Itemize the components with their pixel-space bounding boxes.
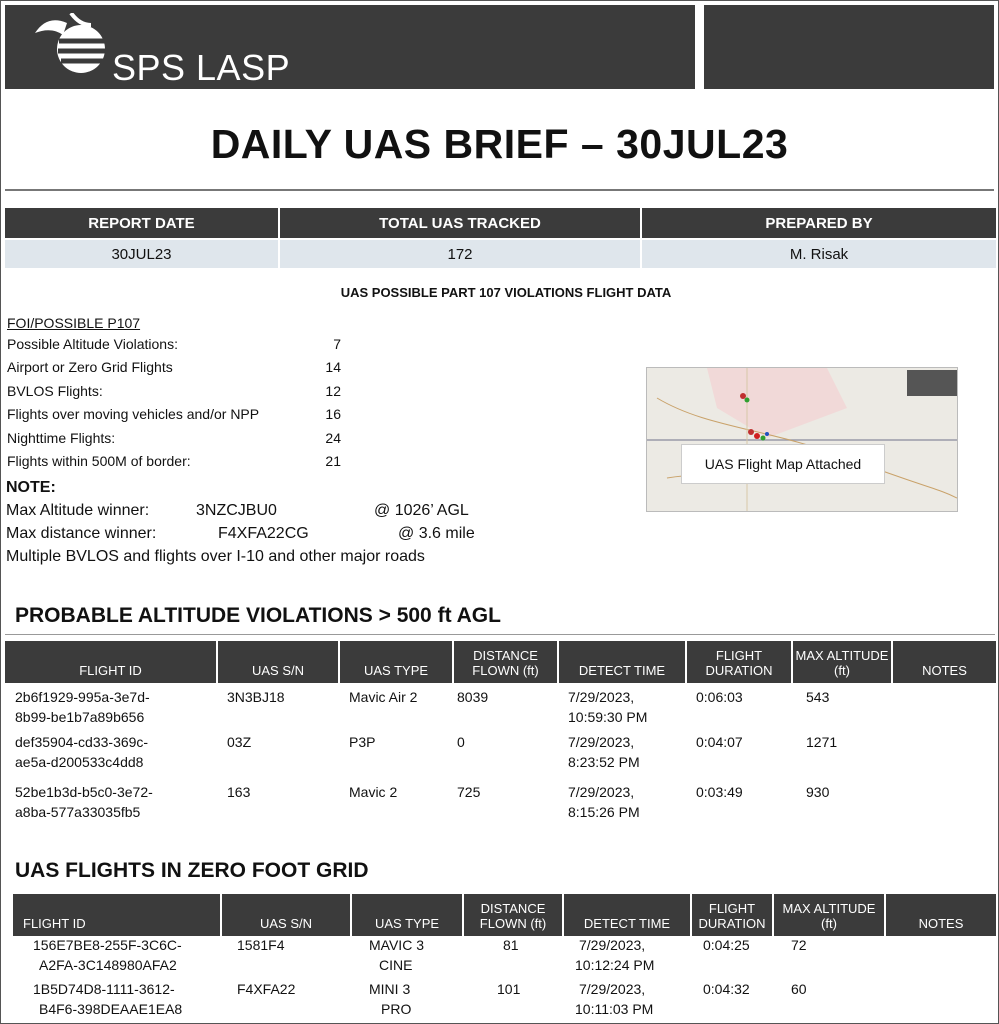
note-extra: Multiple BVLOS and flights over I-10 and other major roads — [6, 548, 425, 565]
distance-cell: 81 — [503, 937, 519, 953]
distance-cell: 8039 — [457, 689, 489, 705]
altitude-violations-table — [5, 641, 996, 833]
altitude-section-title: PROBABLE ALTITUDE VIOLATIONS > 500 ft AGL — [15, 604, 501, 627]
notes-cell — [885, 980, 996, 1024]
type-cell: P3P — [349, 734, 376, 750]
note-label: NOTE: — [6, 479, 56, 496]
col-header: DETECT TIME — [558, 641, 686, 683]
col-header: NOTES — [885, 894, 996, 936]
logo-icon — [31, 13, 111, 83]
notes-cell — [892, 683, 996, 733]
header-banner-right — [704, 5, 994, 89]
table-row — [5, 783, 996, 833]
logo-text: SPS LASP — [112, 47, 291, 88]
foi-label: Flights within 500M of border: — [7, 452, 191, 469]
distance-cell: 101 — [497, 981, 521, 997]
grid-section-title: UAS FLIGHTS IN ZERO FOOT GRID — [15, 859, 369, 882]
altitude-cell: 1271 — [806, 734, 838, 750]
note-distance-label: Max distance winner: — [6, 525, 157, 542]
col-header: FLIGHT ID — [5, 641, 217, 683]
sn-cell: 03Z — [227, 734, 252, 750]
type-cell: Mavic Air 2 — [349, 689, 418, 705]
foi-row — [7, 383, 341, 406]
altitude-cell: 543 — [806, 689, 830, 705]
foi-label: Airport or Zero Grid Flights — [7, 359, 173, 376]
detect-time-cell — [563, 936, 691, 980]
detect-clock: 8:23:52 PM — [568, 753, 640, 770]
foi-value: 12 — [325, 382, 341, 399]
detect-clock: 10:11:03 PM — [575, 1000, 654, 1017]
col-header: UAS S/N — [217, 641, 339, 683]
note-distance-id: F4XFA22CG — [218, 525, 309, 542]
foi-value: 24 — [325, 429, 341, 446]
flight-id-part: B4F6-398DEAAE1EA8 — [39, 1000, 183, 1017]
foi-label: Possible Altitude Violations: — [7, 336, 178, 352]
summary-value-row — [5, 239, 997, 268]
notes-cell — [892, 733, 996, 783]
sn-cell: 3N3BJ18 — [227, 689, 285, 705]
flight-id-cell — [5, 733, 217, 783]
col-header: DISTANCE FLOWN (ft) — [453, 641, 558, 683]
foi-value: 21 — [325, 452, 341, 469]
type-cell — [351, 980, 463, 1024]
flight-map-thumbnail[interactable] — [646, 367, 958, 512]
col-header: UAS S/N — [221, 894, 351, 936]
table-header-row — [13, 894, 996, 936]
note-altitude-id: 3NZCJBU0 — [196, 502, 277, 519]
note-distance-value: @ 3.6 mile — [398, 525, 475, 542]
note-altitude-label: Max Altitude winner: — [6, 502, 150, 519]
flight-id-cell — [13, 936, 221, 980]
altitude-section-divider — [5, 634, 995, 635]
flight-id-part: a8ba-577a33035fb5 — [15, 803, 141, 820]
summary-header: REPORT DATE — [5, 208, 279, 239]
foi-row — [7, 406, 341, 429]
prepared-by-value: M. Risak — [641, 239, 997, 268]
title-divider — [5, 189, 994, 191]
col-header: MAX ALTITUDE (ft) — [792, 641, 892, 683]
detect-date: 7/29/2023, — [568, 784, 635, 800]
detect-date: 7/29/2023, — [579, 937, 646, 953]
flight-id-cell — [5, 783, 217, 833]
col-header: DISTANCE FLOWN (ft) — [463, 894, 563, 936]
note-altitude-value: @ 1026’ AGL — [374, 502, 469, 519]
foi-value: 14 — [325, 359, 341, 376]
map-layer-panel — [907, 370, 957, 396]
col-header: UAS TYPE — [351, 894, 463, 936]
detect-time-cell — [563, 980, 691, 1024]
type-cell: Mavic 2 — [349, 784, 398, 800]
table-header-row — [5, 641, 996, 683]
p107-section-title: UAS POSSIBLE PART 107 VIOLATIONS FLIGHT DATA — [340, 285, 672, 300]
detect-clock: 8:15:26 PM — [568, 803, 640, 820]
foi-row — [7, 453, 341, 476]
foi-label: Nighttime Flights: — [7, 429, 116, 446]
note-distance-line — [6, 525, 475, 543]
altitude-cell: 930 — [806, 784, 830, 800]
summary-header: PREPARED BY — [641, 208, 997, 239]
summary-header-row — [5, 208, 997, 239]
altitude-cell: 60 — [791, 981, 807, 997]
detect-date: 7/29/2023, — [568, 689, 635, 705]
type-part: CINE — [379, 956, 413, 973]
duration-cell: 0:06:03 — [696, 689, 743, 705]
summary-table — [5, 208, 998, 268]
map-label: UAS Flight Map Attached — [681, 444, 885, 484]
table-row — [13, 936, 996, 980]
detect-clock: 10:59:30 PM — [568, 708, 648, 725]
col-header: UAS TYPE — [339, 641, 453, 683]
detect-date: 7/29/2023, — [568, 734, 635, 750]
foi-value: 16 — [325, 406, 341, 423]
duration-cell: 0:04:32 — [703, 981, 750, 997]
col-header: DETECT TIME — [563, 894, 691, 936]
flight-id-part: ae5a-d200533c4dd8 — [15, 753, 144, 770]
duration-cell: 0:04:07 — [696, 734, 743, 750]
note-altitude-line — [6, 502, 469, 520]
type-cell — [351, 936, 463, 980]
total-uas-value: 172 — [279, 239, 641, 268]
col-header: MAX ALTITUDE (ft) — [773, 894, 885, 936]
distance-cell: 0 — [457, 734, 465, 750]
sn-cell: 163 — [227, 784, 251, 800]
sn-cell: F4XFA22 — [237, 981, 296, 997]
header-banner — [5, 5, 695, 89]
sn-cell: 1581F4 — [237, 937, 285, 953]
type-part: MAVIC 3 — [369, 937, 424, 953]
detect-date: 7/29/2023, — [579, 981, 646, 997]
type-part: PRO — [381, 1000, 412, 1017]
notes-cell — [885, 936, 996, 980]
foi-heading: FOI/POSSIBLE P107 — [7, 315, 141, 331]
page-title: DAILY UAS BRIEF – 30JUL23 — [210, 121, 789, 167]
foi-label: BVLOS Flights: — [7, 382, 103, 399]
foi-row — [7, 430, 341, 453]
detect-clock: 10:12:24 PM — [575, 956, 655, 973]
flight-id-cell — [13, 980, 221, 1024]
col-header: NOTES — [892, 641, 996, 683]
flight-id-part: 52be1b3d-b5c0-3e72- — [15, 784, 153, 800]
duration-cell: 0:04:25 — [703, 937, 750, 953]
report-date-value: 30JUL23 — [5, 239, 279, 268]
foi-row — [7, 359, 341, 382]
flight-id-part: 1B5D74D8-1111-3612- — [33, 981, 175, 997]
flight-id-part: 156E7BE8-255F-3C6C- — [33, 937, 182, 953]
detect-time-cell — [558, 683, 686, 733]
flight-id-cell — [5, 683, 217, 733]
col-header: FLIGHT ID — [13, 894, 221, 936]
notes-cell — [892, 783, 996, 833]
detect-time-cell — [558, 733, 686, 783]
col-header: FLIGHT DURATION — [691, 894, 773, 936]
summary-header: TOTAL UAS TRACKED — [279, 208, 641, 239]
table-row — [13, 980, 996, 1024]
duration-cell: 0:03:49 — [696, 784, 743, 800]
foi-row — [7, 336, 341, 359]
foi-list — [7, 315, 341, 476]
col-header: FLIGHT DURATION — [686, 641, 792, 683]
foi-value: 7 — [333, 336, 341, 352]
table-row — [5, 683, 996, 733]
distance-cell: 725 — [457, 784, 481, 800]
type-part: MINI 3 — [369, 981, 411, 997]
flight-id-part: def35904-cd33-369c- — [15, 734, 149, 750]
flight-id-part: A2FA-3C148980AFA2 — [39, 956, 177, 973]
flight-id-part: 8b99-be1b7a89b656 — [15, 708, 145, 725]
altitude-cell: 72 — [791, 937, 807, 953]
zero-grid-table — [13, 894, 996, 1024]
detect-time-cell — [558, 783, 686, 833]
logo — [31, 13, 111, 83]
flight-id-part: 2b6f1929-995a-3e7d- — [15, 689, 150, 705]
table-row — [5, 733, 996, 783]
foi-label: Flights over moving vehicles and/or NPP — [7, 406, 260, 423]
